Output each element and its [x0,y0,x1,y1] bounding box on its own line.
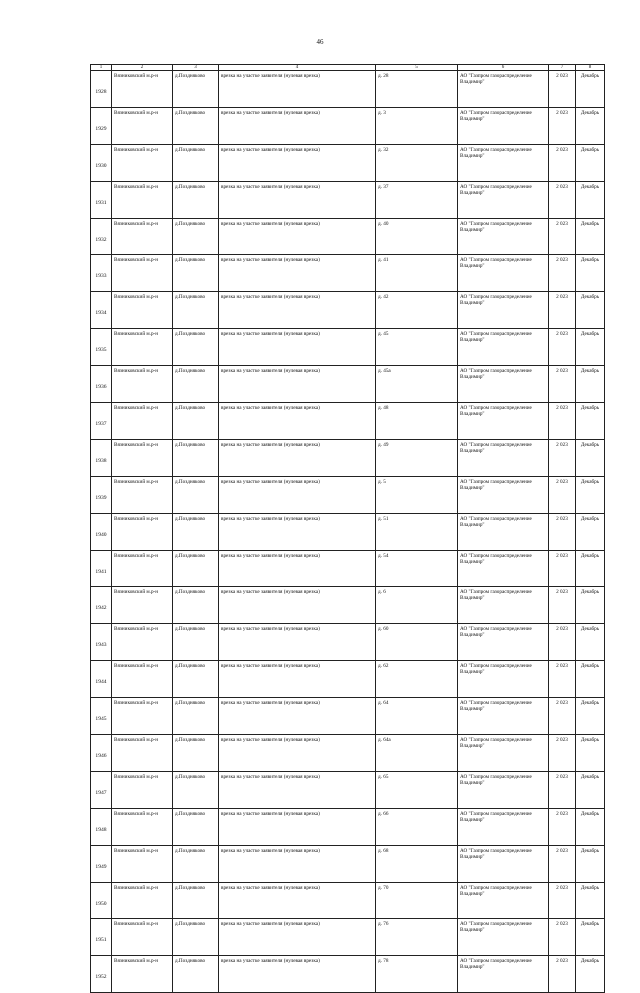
work-type-cell: врезка на участке заявителя (нулевая врезка) [219,550,376,587]
year-cell: 2 023 [549,661,576,698]
work-type-cell: врезка на участке заявителя (нулевая врезка) [219,587,376,624]
header-cell: 5 [376,65,458,71]
page-number: 46 [316,38,324,46]
work-type-cell: врезка на участке заявителя (нулевая врезка) [219,698,376,735]
organization-cell: АО "Газпром газораспределение Владимир" [458,144,549,181]
month-cell: Декабрь [576,144,605,181]
organization-cell: АО "Газпром газораспределение Владимир" [458,882,549,919]
house-number-cell: д. 68 [376,845,458,882]
header-cell: 6 [458,65,549,71]
organization-cell: АО "Газпром газораспределение Владимир" [458,550,549,587]
organization-cell: АО "Газпром газораспределение Владимир" [458,292,549,329]
row-number-cell: 1937 [91,403,112,440]
year-cell: 2 023 [549,624,576,661]
year-cell: 2 023 [549,107,576,144]
work-type-cell: врезка на участке заявителя (нулевая врезка) [219,476,376,513]
table-row [91,218,605,255]
organization-cell: АО "Газпром газораспределение Владимир" [458,919,549,956]
organization-cell: АО "Газпром газораспределение Владимир" [458,513,549,550]
row-number-cell: 1945 [91,698,112,735]
month-cell: Декабрь [576,698,605,735]
year-cell: 2 023 [549,181,576,218]
table-body [91,65,605,993]
house-number-cell: д. 40 [376,218,458,255]
header-cell: 2 [112,65,173,71]
work-type-cell: врезка на участке заявителя (нулевая врезка) [219,218,376,255]
month-cell: Декабрь [576,919,605,956]
table-row [91,735,605,772]
work-type-cell: врезка на участке заявителя (нулевая врезка) [219,919,376,956]
work-type-cell: врезка на участке заявителя (нулевая врезка) [219,956,376,993]
organization-cell: АО "Газпром газораспределение Владимир" [458,255,549,292]
row-number-cell: 1952 [91,956,112,993]
house-number-cell: д. 37 [376,181,458,218]
settlement-cell: д.Позднякoво [173,845,219,882]
row-number-cell: 1946 [91,735,112,772]
settlement-cell: д.Позднякoво [173,956,219,993]
house-number-cell: д. 32 [376,144,458,181]
work-type-cell: врезка на участке заявителя (нулевая врезка) [219,255,376,292]
house-number-cell: д. 64а [376,735,458,772]
organization-cell: АО "Газпром газораспределение Владимир" [458,439,549,476]
row-number-cell: 1944 [91,661,112,698]
row-number-cell: 1948 [91,808,112,845]
table-row [91,698,605,735]
table-row [91,144,605,181]
settlement-cell: д.Позднякoво [173,181,219,218]
row-number-cell: 1949 [91,845,112,882]
settlement-cell: д.Позднякoво [173,329,219,366]
organization-cell: АО "Газпром газораспределение Владимир" [458,661,549,698]
table-row [91,661,605,698]
row-number-cell: 1940 [91,513,112,550]
district-cell: Вязниковский м.р-н [112,698,173,735]
organization-cell: АО "Газпром газораспределение Владимир" [458,71,549,108]
table-row [91,476,605,513]
table-row [91,255,605,292]
settlement-cell: д.Позднякoво [173,513,219,550]
organization-cell: АО "Газпром газораспределение Владимир" [458,698,549,735]
district-cell: Вязниковский м.р-н [112,587,173,624]
house-number-cell: д. 6 [376,587,458,624]
settlement-cell: д.Позднякoво [173,144,219,181]
row-number-cell: 1931 [91,181,112,218]
house-number-cell: д. 78 [376,956,458,993]
header-cell: 3 [173,65,219,71]
organization-cell: АО "Газпром газораспределение Владимир" [458,845,549,882]
row-number-cell: 1930 [91,144,112,181]
house-number-cell: д. 5 [376,476,458,513]
settlement-cell: д.Позднякoво [173,882,219,919]
organization-cell: АО "Газпром газораспределение Владимир" [458,403,549,440]
month-cell: Декабрь [576,366,605,403]
district-cell: Вязниковский м.р-н [112,845,173,882]
house-number-cell: д. 62 [376,661,458,698]
settlement-cell: д.Позднякoво [173,919,219,956]
year-cell: 2 023 [549,956,576,993]
house-number-cell: д. 28 [376,71,458,108]
organization-cell: АО "Газпром газораспределение Владимир" [458,956,549,993]
district-cell: Вязниковский м.р-н [112,255,173,292]
year-cell: 2 023 [549,292,576,329]
year-cell: 2 023 [549,771,576,808]
year-cell: 2 023 [549,71,576,108]
month-cell: Декабрь [576,292,605,329]
district-cell: Вязниковский м.р-н [112,919,173,956]
house-number-cell: д. 54 [376,550,458,587]
table-row [91,329,605,366]
settlement-cell: д.Позднякoво [173,107,219,144]
house-number-cell: д. 65 [376,771,458,808]
header-cell: 8 [576,65,605,71]
table-row [91,107,605,144]
district-cell: Вязниковский м.р-н [112,661,173,698]
year-cell: 2 023 [549,919,576,956]
house-number-cell: д. 48 [376,403,458,440]
work-type-cell: врезка на участке заявителя (нулевая врезка) [219,439,376,476]
table-row [91,624,605,661]
district-cell: Вязниковский м.р-н [112,956,173,993]
table-row [91,882,605,919]
row-number-cell: 1943 [91,624,112,661]
month-cell: Декабрь [576,218,605,255]
settlement-cell: д.Позднякoво [173,587,219,624]
house-number-cell: д. 66 [376,808,458,845]
month-cell: Декабрь [576,587,605,624]
settlement-cell: д.Позднякoво [173,661,219,698]
year-cell: 2 023 [549,144,576,181]
settlement-cell: д.Позднякoво [173,698,219,735]
header-cell: 4 [219,65,376,71]
settlement-cell: д.Позднякoво [173,218,219,255]
work-type-cell: врезка на участке заявителя (нулевая врезка) [219,735,376,772]
year-cell: 2 023 [549,366,576,403]
organization-cell: АО "Газпром газораспределение Владимир" [458,808,549,845]
year-cell: 2 023 [549,587,576,624]
table-row [91,292,605,329]
house-number-cell: д. 49 [376,439,458,476]
district-cell: Вязниковский м.р-н [112,144,173,181]
house-number-cell: д. 45а [376,366,458,403]
month-cell: Декабрь [576,181,605,218]
work-type-cell: врезка на участке заявителя (нулевая врезка) [219,624,376,661]
table-row [91,919,605,956]
year-cell: 2 023 [549,550,576,587]
organization-cell: АО "Газпром газораспределение Владимир" [458,624,549,661]
month-cell: Декабрь [576,476,605,513]
district-cell: Вязниковский м.р-н [112,292,173,329]
house-number-cell: д. 42 [376,292,458,329]
year-cell: 2 023 [549,255,576,292]
table-row [91,366,605,403]
work-type-cell: врезка на участке заявителя (нулевая врезка) [219,181,376,218]
settlement-cell: д.Позднякoво [173,808,219,845]
organization-cell: АО "Газпром газораспределение Владимир" [458,329,549,366]
house-number-cell: д. 76 [376,919,458,956]
organization-cell: АО "Газпром газораспределение Владимир" [458,771,549,808]
district-cell: Вязниковский м.р-н [112,735,173,772]
work-type-cell: врезка на участке заявителя (нулевая врезка) [219,107,376,144]
year-cell: 2 023 [549,845,576,882]
header-cell: 7 [549,65,576,71]
table-row [91,181,605,218]
settlement-cell: д.Позднякoво [173,476,219,513]
settlement-cell: д.Позднякoво [173,255,219,292]
month-cell: Декабрь [576,771,605,808]
organization-cell: АО "Газпром газораспределение Владимир" [458,735,549,772]
row-number-cell: 1947 [91,771,112,808]
row-number-cell: 1932 [91,218,112,255]
district-cell: Вязниковский м.р-н [112,181,173,218]
organization-cell: АО "Газпром газораспределение Владимир" [458,587,549,624]
table-row [91,808,605,845]
district-cell: Вязниковский м.р-н [112,107,173,144]
month-cell: Декабрь [576,71,605,108]
district-cell: Вязниковский м.р-н [112,476,173,513]
table-row [91,956,605,993]
organization-cell: АО "Газпром газораспределение Владимир" [458,476,549,513]
work-type-cell: врезка на участке заявителя (нулевая врезка) [219,366,376,403]
settlement-cell: д.Позднякoво [173,71,219,108]
house-number-cell: д. 41 [376,255,458,292]
settlement-cell: д.Позднякoво [173,550,219,587]
district-cell: Вязниковский м.р-н [112,550,173,587]
month-cell: Декабрь [576,882,605,919]
settlement-cell: д.Позднякoво [173,403,219,440]
row-number-cell: 1928 [91,71,112,108]
work-type-cell: врезка на участке заявителя (нулевая врезка) [219,808,376,845]
row-number-cell: 1933 [91,255,112,292]
row-number-cell: 1929 [91,107,112,144]
district-cell: Вязниковский м.р-н [112,771,173,808]
work-type-cell: врезка на участке заявителя (нулевая врезка) [219,71,376,108]
month-cell: Декабрь [576,808,605,845]
district-cell: Вязниковский м.р-н [112,439,173,476]
settlement-cell: д.Позднякoво [173,439,219,476]
month-cell: Декабрь [576,513,605,550]
work-type-cell: врезка на участке заявителя (нулевая врезка) [219,403,376,440]
district-cell: Вязниковский м.р-н [112,882,173,919]
work-type-cell: врезка на участке заявителя (нулевая врезка) [219,661,376,698]
year-cell: 2 023 [549,218,576,255]
settlement-cell: д.Позднякoво [173,771,219,808]
settlement-cell: д.Позднякoво [173,366,219,403]
district-cell: Вязниковский м.р-н [112,71,173,108]
settlement-cell: д.Позднякoво [173,735,219,772]
work-type-cell: врезка на участке заявителя (нулевая врезка) [219,771,376,808]
month-cell: Декабрь [576,956,605,993]
row-number-cell: 1950 [91,882,112,919]
table-row [91,771,605,808]
table-row [91,439,605,476]
organization-cell: АО "Газпром газораспределение Владимир" [458,181,549,218]
house-number-cell: д. 3 [376,107,458,144]
year-cell: 2 023 [549,476,576,513]
table-row [91,513,605,550]
table-row [91,845,605,882]
row-number-cell: 1939 [91,476,112,513]
settlement-cell: д.Позднякoво [173,292,219,329]
month-cell: Декабрь [576,107,605,144]
organization-cell: АО "Газпром газораспределение Владимир" [458,107,549,144]
district-cell: Вязниковский м.р-н [112,513,173,550]
organization-cell: АО "Газпром газораспределение Владимир" [458,366,549,403]
settlement-cell: д.Позднякoво [173,624,219,661]
month-cell: Декабрь [576,661,605,698]
work-type-cell: врезка на участке заявителя (нулевая врезка) [219,882,376,919]
year-cell: 2 023 [549,882,576,919]
year-cell: 2 023 [549,513,576,550]
month-cell: Декабрь [576,845,605,882]
house-number-cell: д. 51 [376,513,458,550]
month-cell: Декабрь [576,403,605,440]
table-row [91,550,605,587]
district-cell: Вязниковский м.р-н [112,624,173,661]
year-cell: 2 023 [549,735,576,772]
year-cell: 2 023 [549,439,576,476]
month-cell: Декабрь [576,329,605,366]
month-cell: Декабрь [576,735,605,772]
work-type-cell: врезка на участке заявителя (нулевая врезка) [219,144,376,181]
house-number-cell: д. 45 [376,329,458,366]
house-number-cell: д. 70 [376,882,458,919]
month-cell: Декабрь [576,624,605,661]
header-cell: 1 [91,65,112,71]
house-number-cell: д. 60 [376,624,458,661]
gas-connection-table [90,64,605,993]
work-type-cell: врезка на участке заявителя (нулевая врезка) [219,513,376,550]
year-cell: 2 023 [549,403,576,440]
row-number-cell: 1942 [91,587,112,624]
work-type-cell: врезка на участке заявителя (нулевая врезка) [219,845,376,882]
row-number-cell: 1938 [91,439,112,476]
table-row [91,403,605,440]
row-number-cell: 1935 [91,329,112,366]
row-number-cell: 1941 [91,550,112,587]
district-cell: Вязниковский м.р-н [112,329,173,366]
table-row [91,71,605,108]
house-number-cell: д. 64 [376,698,458,735]
year-cell: 2 023 [549,808,576,845]
month-cell: Декабрь [576,255,605,292]
district-cell: Вязниковский м.р-н [112,403,173,440]
year-cell: 2 023 [549,698,576,735]
work-type-cell: врезка на участке заявителя (нулевая врезка) [219,329,376,366]
table-row [91,587,605,624]
district-cell: Вязниковский м.р-н [112,366,173,403]
year-cell: 2 023 [549,329,576,366]
row-number-cell: 1936 [91,366,112,403]
month-cell: Декабрь [576,550,605,587]
row-number-cell: 1934 [91,292,112,329]
row-number-cell: 1951 [91,919,112,956]
month-cell: Декабрь [576,439,605,476]
district-cell: Вязниковский м.р-н [112,218,173,255]
district-cell: Вязниковский м.р-н [112,808,173,845]
work-type-cell: врезка на участке заявителя (нулевая врезка) [219,292,376,329]
organization-cell: АО "Газпром газораспределение Владимир" [458,218,549,255]
